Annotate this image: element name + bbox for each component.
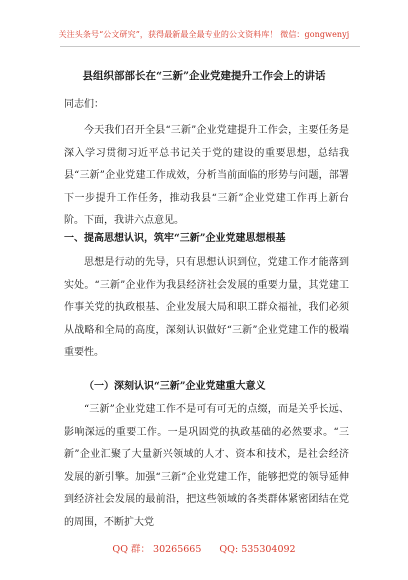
paragraph-section-1: 思想是行动的先导，只有思想认识到位，党建工作才能落到实处。“三新”企业作为我县经济社会发展的重要力量，其党建工作事关党的执政根基、企业发展大局和职工群众福祉，我们必须从战略和全局的高度，深刻认识做好“三新”企业党建工作的极端重要性。: [64, 257, 349, 359]
header-divider: [60, 46, 360, 47]
paragraph-subsection-1: “三新”企业党建工作不是可有可无的点缀，而是关乎长远、影响深远的重要工作。一是巩固党的执政基础的必然要求。“三新”企业汇聚了大量新兴领域的人才、资本和技术，是社会经济发展的新引擎。加强“三新”企业党建工作，能够把党的领导延伸到经济社会发展的最前沿，把这些领域的各类群体紧密团结在党的周围，不断扩大党: [64, 404, 349, 528]
footer-contact: [0, 541, 408, 555]
section-heading-1: 一、提高思想认识，筑牢“三新”企业党建思想根基: [64, 233, 286, 244]
footer-qq: QQ: 535304092: [219, 544, 296, 555]
paragraph-intro: 今天我们召开全县“三新”企业党建提升工作会，主要任务是深入学习贯彻习近平总书记关于党的建设的重要思想，总结我县“三新”企业党建工作成效，分析当前面临的形势与问题，部署下一步提升工作任务，推动我县“三新”企业党建工作再上新台阶。下面，我讲六点意见。: [64, 125, 349, 227]
footer-qq-group: QQ 群： 30265665: [112, 544, 202, 555]
header-banner: 关注头条号“公文研究”，获得最新最全最专业的公文资料库！ 微信：gongwenyj: [58, 30, 350, 39]
salutation: 同志们：: [64, 99, 104, 110]
document-title: 县组织部部长在“三新”企业党建提升工作会上的讲话: [82, 70, 326, 82]
subsection-heading-1: （一）深刻认识“三新”企业党建重大意义: [84, 381, 266, 392]
